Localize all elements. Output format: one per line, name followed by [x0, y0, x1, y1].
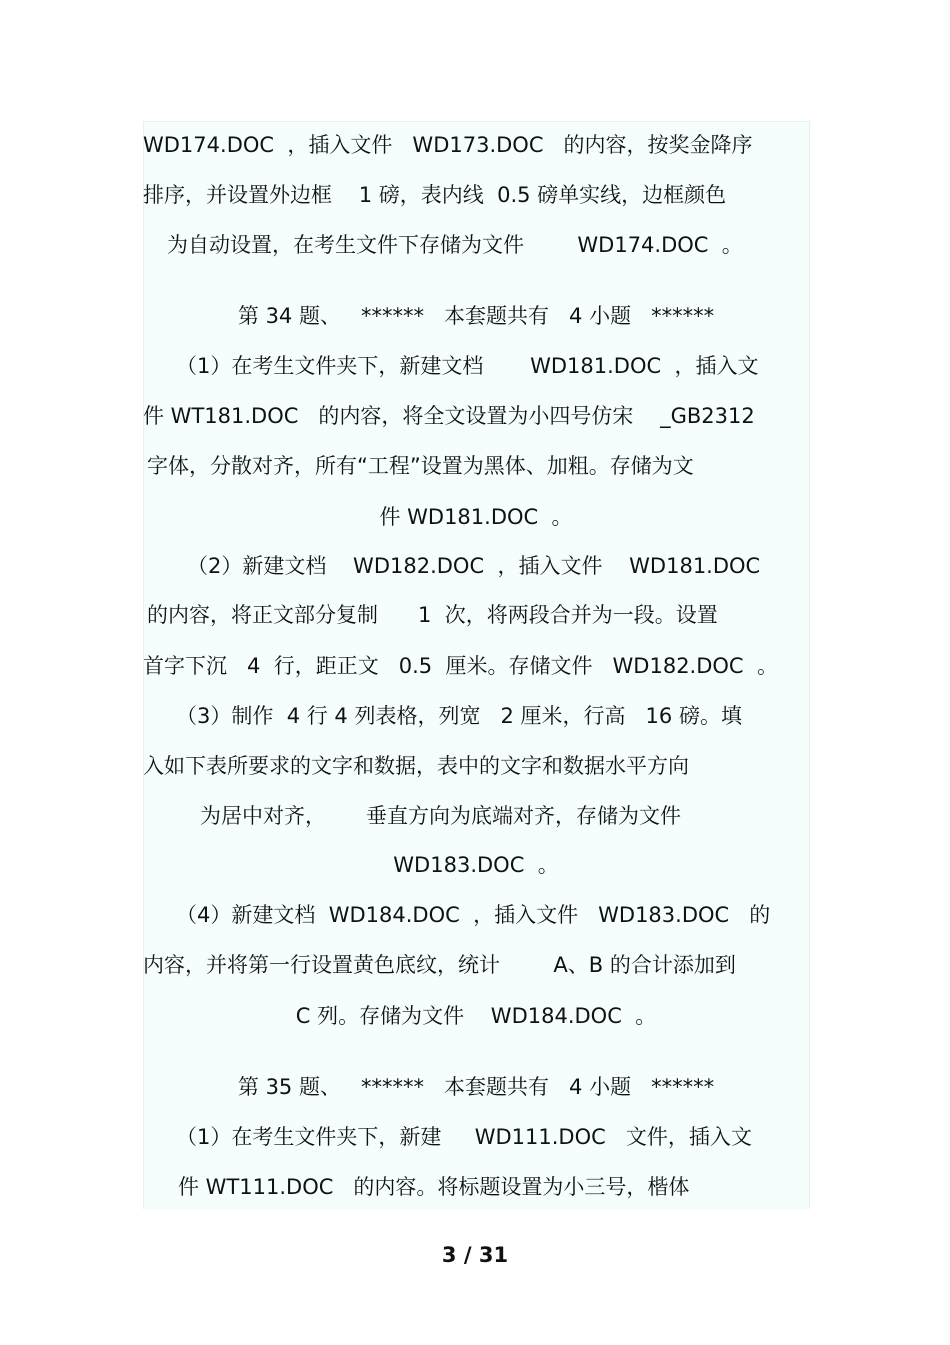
page-number: 3 / 31: [441, 1243, 509, 1267]
text-line: 字体，分散对齐，所有“工程”设置为黑体、加粗。存储为文: [147, 454, 694, 478]
section-heading: 第 35 题、 ****** 本套题共有 4 小题 ******: [237, 1075, 715, 1099]
text-line: 排序，并设置外边框 1 磅，表内线 0.5 磅单实线，边框颜色: [143, 183, 727, 207]
text-line: （1）在考生文件夹下，新建 WD111.DOC 文件，插入文: [176, 1125, 752, 1149]
text-line: （4）新建文档 WD184.DOC ，插入文件 WD183.DOC 的: [176, 903, 771, 927]
text-line: WD174.DOC ，插入文件 WD173.DOC 的内容，按奖金降序: [143, 133, 753, 157]
text-line: 内容，并将第一行设置黄色底纹，统计 A、B 的合计添加到: [143, 953, 736, 977]
text-line: 的内容，将正文部分复制 1 次，将两段合并为一段。设置: [147, 603, 718, 627]
text-line: （2）新建文档 WD182.DOC ，插入文件 WD181.DOC: [187, 554, 761, 578]
text-line: 首字下沉 4 行，距正文 0.5 厘米。存储文件 WD182.DOC 。: [143, 654, 778, 678]
text-line: 为自动设置，在考生文件下存储为文件 WD174.DOC 。: [167, 233, 743, 257]
text-line: 入如下表所要求的文字和数据，表中的文字和数据水平方向: [143, 754, 689, 778]
text-line: （3）制作 4 行 4 列表格，列宽 2 厘米，行高 16 磅。填: [176, 704, 742, 728]
text-line: 为居中对齐， 垂直方向为底端对齐，存储为文件: [200, 804, 682, 828]
text-line: 件 WT111.DOC 的内容。将标题设置为小三号，楷体: [178, 1175, 690, 1199]
text-line: （1）在考生文件夹下，新建文档 WD181.DOC ，插入文: [176, 354, 759, 378]
text-line: C 列。存储为文件 WD184.DOC 。: [295, 1004, 657, 1028]
section-heading: 第 34 题、 ****** 本套题共有 4 小题 ******: [237, 304, 715, 328]
text-line: 件 WD181.DOC 。: [379, 505, 573, 529]
text-line: 件 WT181.DOC 的内容，将全文设置为小四号仿宋 _GB2312: [143, 404, 755, 428]
text-line: WD183.DOC 。: [393, 853, 559, 877]
